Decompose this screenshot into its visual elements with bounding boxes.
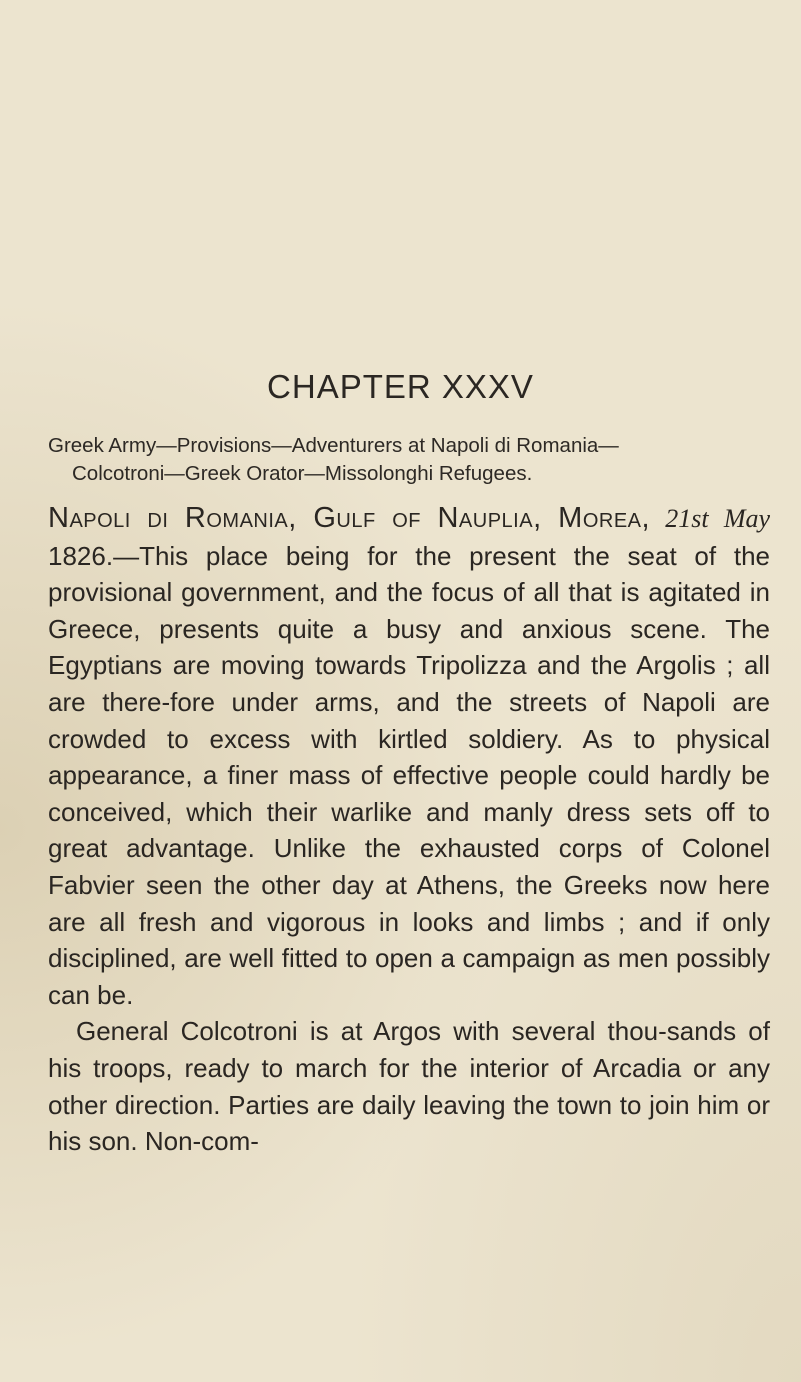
dateline-month: May [723, 504, 771, 533]
summary-line-2: Colcotroni—Greek Orator—Missolonghi Refugees. [72, 462, 533, 485]
dateline-place: Napoli di Romania, Gulf of Nauplia, Morea, [48, 502, 651, 534]
paragraph-1-text: 1826.—This place being for the present the seat of the provisional government, and the focus of all that is agitated in Greece, presents quite a busy and anxious scene. The Egyptians are moving towards Tripolizza and the Argolis ; all are there-fore under arms, and the streets of Napoli are crowded to excess with kirtled soldiery. As to physical appearance, a finer mass of effective people could hardly be conceived, which their warlike and manly dress sets off to great advantage. Unlike the exhausted corps of Colonel Fabvier seen the other day at Athens, the Greeks now here are all fresh and vigorous in looks and limbs ; and if only disciplined, are well fitted to open a campaign as men possibly can be. [48, 540, 770, 1010]
chapter-title: CHAPTER XXXV [267, 368, 534, 405]
chapter-summary [48, 432, 768, 488]
paragraph-1 [48, 500, 770, 1013]
paragraph-2 [48, 1013, 770, 1159]
dateline-day: 21st [665, 504, 709, 533]
chapter-body [48, 500, 770, 1160]
paragraph-2-text: General Colcotroni is at Argos with several thou-sands of his troops, ready to march for the interior of Arcadia or any other direction. Parties are daily leaving the town to join him or his son. Non-com- [48, 1016, 770, 1157]
summary-line-1: Greek Army—Provisions—Adventurers at Napoli di Romania— [48, 434, 619, 457]
